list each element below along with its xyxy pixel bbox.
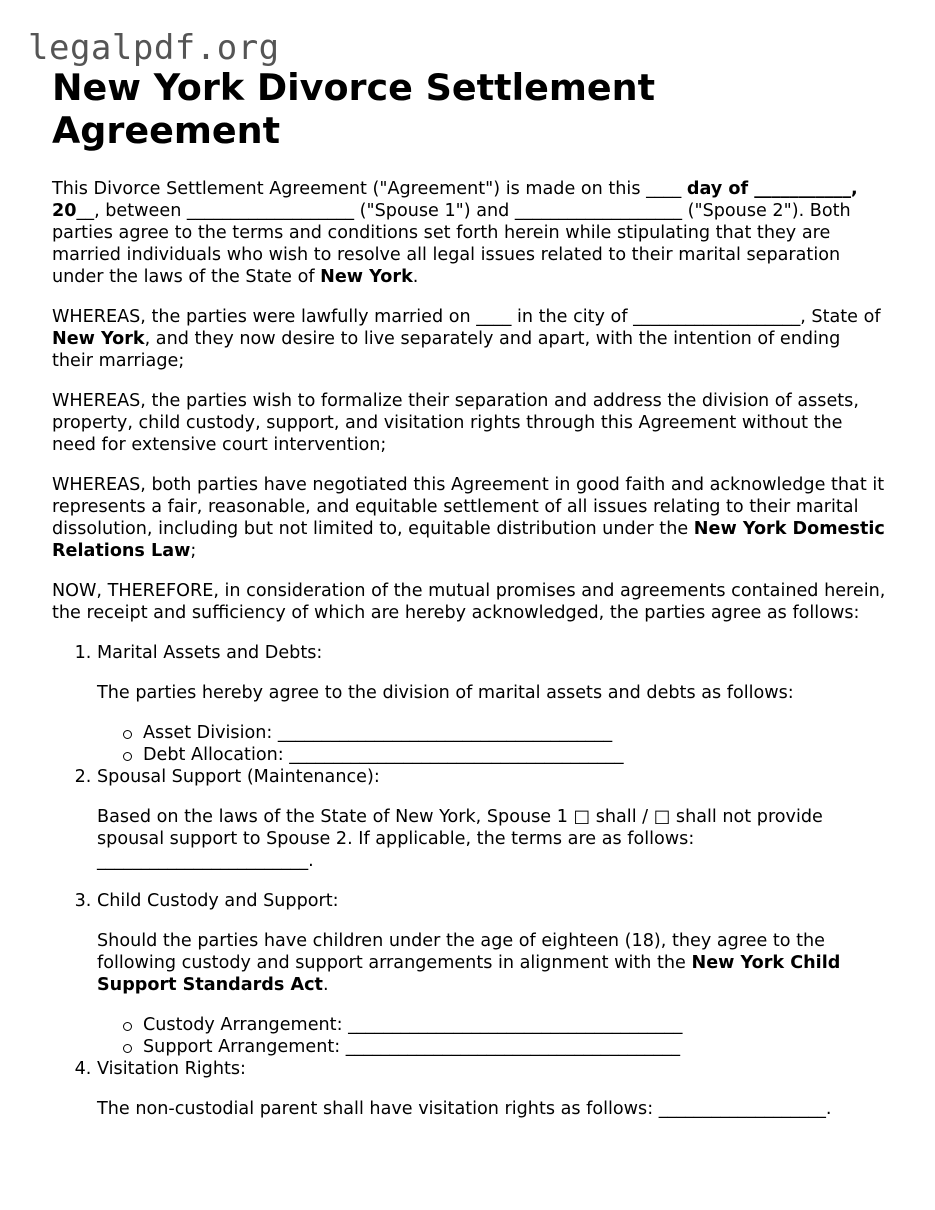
debt-allocation-item: Debt Allocation: ______________________________________	[143, 744, 886, 766]
intro-bold-state: New York	[320, 267, 413, 287]
whereas1-bold-state: New York	[52, 329, 145, 349]
section-text: The parties hereby agree to the division of marital assets and debts as follows:	[97, 683, 794, 703]
intro-text-2: __, between ___________________ ("Spouse 1") and ___________________ ("Spouse 2"). Both parties agree to the terms and conditions set forth herein while stipulating that they are married individuals who wish to resolve all legal issues related to their marital separation under the laws of the State of	[52, 201, 851, 287]
agreement-sections-list	[52, 642, 886, 1120]
section-child-custody	[97, 890, 886, 1058]
whereas3-text-2: ;	[190, 541, 197, 561]
section-spousal-support	[97, 766, 886, 872]
custody-text-2: .	[322, 975, 329, 995]
custody-sub-list	[97, 1014, 886, 1058]
section-title: 3. Child Custody and Support:	[97, 891, 339, 911]
whereas3-text-1: WHEREAS, both parties have negotiated this Agreement in good faith and acknowledge that it represents a fair, reasonable, and equitable settlement of all issues relating to their marital dissolution, including but not limited to, equitable distribution under the	[52, 475, 885, 539]
whereas1-text-1: WHEREAS, the parties were lawfully married on ____ in the city of ___________________, State of	[52, 307, 881, 327]
intro-bold-date: day of ___________, 20	[52, 179, 858, 221]
custody-text-1: Should the parties have children under the age of eighteen (18), they agree to the following custody and support arrangements in alignment with the	[97, 931, 826, 973]
section-visitation-rights	[97, 1058, 886, 1120]
section-title: 1. Marital Assets and Debts:	[97, 643, 323, 663]
section-title: 2. Spousal Support (Maintenance):	[97, 767, 380, 787]
custody-bold-act: New York Child Support Standards Act	[97, 953, 841, 995]
custody-arrangement-item: Custody Arrangement: ______________________________________	[143, 1014, 886, 1036]
now-therefore-paragraph: NOW, THEREFORE, in consideration of the mutual promises and agreements contained herein, the receipt and sufficiency of which are hereby acknowledged, the parties agree as follows:	[52, 581, 886, 623]
intro-paragraph	[52, 178, 886, 288]
assets-sub-list	[97, 722, 886, 766]
section-text	[97, 930, 886, 996]
whereas-negotiated-paragraph	[52, 474, 886, 562]
watermark: legalpdf.org	[28, 28, 280, 68]
document-title: New York Divorce Settlement Agreement	[52, 66, 656, 152]
support-arrangement-item: Support Arrangement: ______________________________________	[143, 1036, 886, 1058]
whereas3-bold-law: New York Domestic Relations Law	[52, 519, 885, 561]
intro-text-1: This Divorce Settlement Agreement ("Agreement") is made on this ____	[52, 179, 687, 199]
asset-division-item: Asset Division: ______________________________________	[143, 722, 886, 744]
section-marital-assets	[97, 642, 886, 766]
section-title: 4. Visitation Rights:	[97, 1059, 246, 1079]
whereas-formalize-paragraph: WHEREAS, the parties wish to formalize their separation and address the division of assets, property, child custody, support, and visitation rights through this Agreement without the need for extensive court intervention;	[52, 391, 859, 455]
section-text: Based on the laws of the State of New York, Spouse 1 □ shall / □ shall not provide spousal support to Spouse 2. If applicable, the terms are as follows: ________________________.	[97, 807, 823, 871]
whereas1-text-2: , and they now desire to live separately and apart, with the intention of ending their marriage;	[52, 329, 841, 371]
whereas-marriage-paragraph	[52, 306, 886, 372]
section-text: The non-custodial parent shall have visitation rights as follows: ___________________.	[97, 1099, 832, 1119]
document-page	[52, 66, 886, 1138]
intro-text-3: .	[412, 267, 419, 287]
